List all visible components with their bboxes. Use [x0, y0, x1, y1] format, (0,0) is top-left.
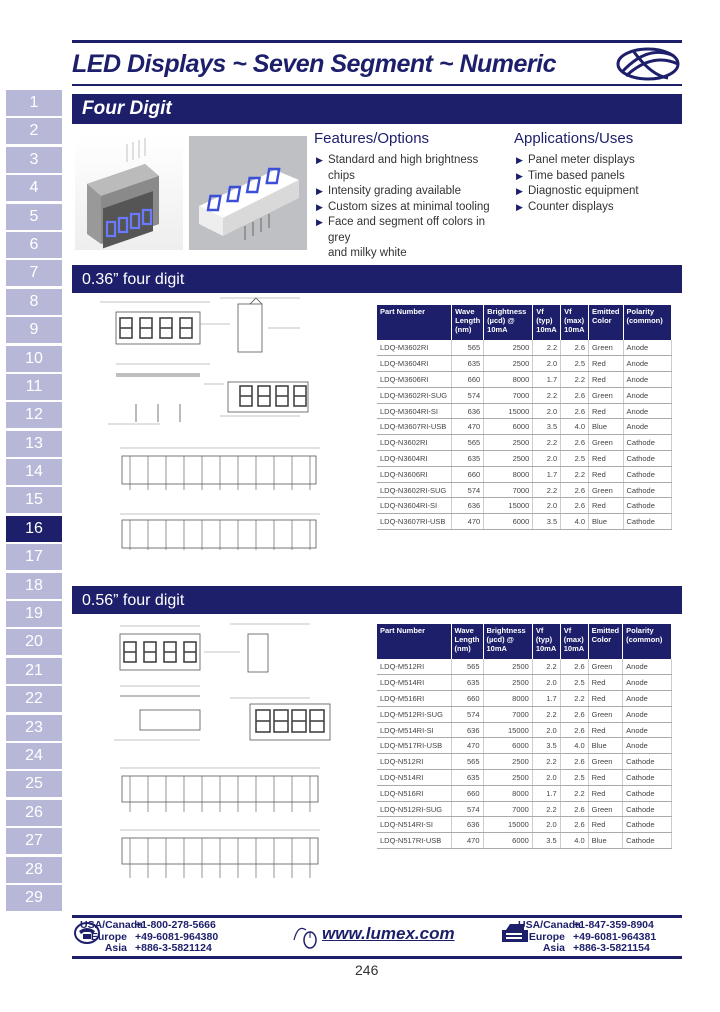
table-cell: 2.2 — [560, 691, 588, 707]
contact-phone: +1-847-359-8904 — [573, 919, 654, 931]
table-cell: Cathode — [623, 466, 671, 482]
dimension-diagram-056 — [100, 616, 340, 906]
section-tab-2[interactable]: 2 — [6, 118, 62, 144]
column-header: Wave Length (nm) — [452, 305, 484, 340]
section-tab-7[interactable]: 7 — [6, 260, 62, 286]
table-cell: 1.7 — [532, 785, 560, 801]
table-cell: LDQ-M3602RI-SUG — [377, 387, 452, 403]
table-cell: Anode — [623, 722, 672, 738]
table-cell: 2.0 — [533, 356, 561, 372]
table-cell: Green — [589, 340, 624, 356]
section-tab-14[interactable]: 14 — [6, 459, 62, 485]
table-cell: 636 — [452, 498, 484, 514]
display-photo-white — [189, 136, 307, 250]
table-cell: 636 — [451, 817, 483, 833]
table-cell: Anode — [623, 356, 671, 372]
table-cell: LDQ-N512RI-SUG — [377, 801, 451, 817]
table-cell: 2500 — [484, 451, 533, 467]
table-cell: 1.7 — [532, 691, 560, 707]
table-cell: 2.0 — [532, 770, 560, 786]
section-tab-27[interactable]: 27 — [6, 828, 62, 854]
column-header: Polarity (common) — [623, 305, 671, 340]
footer-rule-bottom — [72, 956, 682, 959]
table-row — [377, 675, 672, 691]
table-cell: LDQ-M3602RI — [377, 340, 452, 356]
table-cell: 2.0 — [533, 498, 561, 514]
table-row — [377, 403, 672, 419]
globe-logo-icon — [612, 46, 682, 82]
table-row — [377, 387, 672, 403]
applications-heading: Applications/Uses — [514, 130, 634, 147]
mouse-icon — [290, 920, 320, 950]
column-header: Brightness (µcd) @ 10mA — [484, 305, 533, 340]
section-tab-6[interactable]: 6 — [6, 232, 62, 258]
table-cell: Blue — [589, 419, 624, 435]
table-cell: Red — [589, 403, 624, 419]
table-cell: LDQ-M512RI — [377, 659, 451, 675]
table-cell: 660 — [452, 372, 484, 388]
section-tab-11[interactable]: 11 — [6, 374, 62, 400]
section-tabs — [6, 90, 62, 913]
table-cell: Cathode — [623, 785, 672, 801]
website-link[interactable]: www.lumex.com — [322, 924, 455, 943]
table-cell: 2.6 — [560, 722, 588, 738]
title-rule-bottom — [72, 84, 682, 86]
table-cell: 2.2 — [532, 754, 560, 770]
contact-row — [518, 943, 656, 955]
table-cell: LDQ-M3604RI-SI — [377, 403, 452, 419]
table-row — [377, 498, 672, 514]
table-row — [377, 482, 672, 498]
column-header: Vf (max) 10mA — [561, 305, 589, 340]
table-cell: 2500 — [483, 754, 532, 770]
table-cell: 636 — [452, 403, 484, 419]
table-cell: 2.0 — [532, 722, 560, 738]
table-cell: Cathode — [623, 514, 671, 530]
table-cell: 2500 — [484, 356, 533, 372]
contact-row — [80, 920, 218, 932]
section-tab-1[interactable]: 1 — [6, 90, 62, 116]
table-cell: 2.2 — [560, 785, 588, 801]
table-cell: 15000 — [484, 498, 533, 514]
table-cell: 2500 — [484, 340, 533, 356]
contact-row — [518, 920, 656, 932]
table-cell: LDQ-M3606RI — [377, 372, 452, 388]
section-tab-23[interactable]: 23 — [6, 715, 62, 741]
section-tab-5[interactable]: 5 — [6, 204, 62, 230]
table-cell: Anode — [623, 691, 672, 707]
table-cell: 6000 — [484, 514, 533, 530]
table-row — [377, 801, 672, 817]
feature-item: and milky white — [328, 247, 407, 259]
feature-item: ▶ Custom sizes at minimal tooling — [316, 200, 496, 216]
table-cell: 574 — [451, 801, 483, 817]
table-cell: 2.6 — [561, 340, 589, 356]
contact-phone: +49-6081-964380 — [135, 930, 219, 943]
table-cell: 635 — [452, 451, 484, 467]
table-cell: 660 — [452, 466, 484, 482]
table-cell: Anode — [623, 738, 672, 754]
table-cell: 2.6 — [560, 754, 588, 770]
table-row — [377, 706, 672, 722]
table-cell: 574 — [452, 387, 484, 403]
contact-phone: +886-3-5821154 — [573, 942, 650, 954]
table-cell: 565 — [451, 659, 483, 675]
table-cell: 2.0 — [532, 817, 560, 833]
table-cell: 15000 — [484, 403, 533, 419]
section-tab-22[interactable]: 22 — [6, 686, 62, 712]
table-row — [377, 691, 672, 707]
section-tab-28[interactable]: 28 — [6, 857, 62, 883]
table-cell: LDQ-N514RI-SI — [377, 817, 451, 833]
table-cell: 1.7 — [533, 466, 561, 482]
table-cell: Cathode — [623, 770, 672, 786]
contact-region: USA/Canada — [80, 919, 144, 931]
table-cell: Anode — [623, 387, 671, 403]
table-cell: Blue — [589, 514, 624, 530]
section-tab-21[interactable]: 21 — [6, 658, 62, 684]
table-cell: 6000 — [483, 833, 532, 849]
table-cell: Anode — [623, 419, 671, 435]
table-cell: 2500 — [483, 770, 532, 786]
table-cell: LDQ-M516RI — [377, 691, 451, 707]
table-cell: 660 — [451, 691, 483, 707]
table-cell: 2.5 — [561, 356, 589, 372]
table-cell: 574 — [451, 706, 483, 722]
page-number: 246 — [355, 962, 379, 978]
column-header: Vf (max) 10mA — [560, 624, 588, 659]
table-cell: 15000 — [483, 817, 532, 833]
application-item: ▶ Counter displays — [516, 200, 676, 216]
features-list — [316, 153, 496, 262]
table-row — [377, 356, 672, 372]
section-tab-24[interactable]: 24 — [6, 743, 62, 769]
table-cell: 574 — [452, 482, 484, 498]
table-cell: Cathode — [623, 435, 671, 451]
table-cell: 2.0 — [533, 451, 561, 467]
table-cell: LDQ-N514RI — [377, 770, 451, 786]
section-tab-3[interactable]: 3 — [6, 147, 62, 173]
table-cell: 635 — [452, 356, 484, 372]
table-cell: Red — [588, 675, 623, 691]
table-cell: 2500 — [484, 435, 533, 451]
table-cell: 2.5 — [561, 451, 589, 467]
table-cell: 15000 — [483, 722, 532, 738]
table-cell: Green — [588, 754, 623, 770]
table-cell: LDQ-N516RI — [377, 785, 451, 801]
title-rule — [72, 40, 682, 43]
table-cell: 470 — [451, 833, 483, 849]
table-row — [377, 466, 672, 482]
table-cell: 635 — [451, 675, 483, 691]
table-cell: Green — [588, 801, 623, 817]
table-cell: 6000 — [483, 738, 532, 754]
table-cell: Cathode — [623, 451, 671, 467]
dimension-diagram-036 — [100, 294, 340, 550]
applications-list — [516, 153, 676, 215]
table-cell: 2.6 — [560, 706, 588, 722]
section-tab-4[interactable]: 4 — [6, 175, 62, 201]
table-cell: 2.2 — [533, 387, 561, 403]
table-cell: 8000 — [484, 466, 533, 482]
table-cell: 565 — [451, 754, 483, 770]
application-item: ▶ Panel meter displays — [516, 153, 676, 169]
table-cell: Cathode — [623, 482, 671, 498]
column-header: Wave Length (nm) — [451, 624, 483, 659]
table-cell: Anode — [623, 675, 672, 691]
table-cell: 4.0 — [561, 419, 589, 435]
section-tab-8[interactable]: 8 — [6, 289, 62, 315]
table-cell: 2.2 — [532, 801, 560, 817]
subsection-title-036: 0.36” four digit — [72, 265, 682, 293]
table-cell: LDQ-M517RI-USB — [377, 738, 451, 754]
table-row — [377, 514, 672, 530]
table-cell: 2.2 — [561, 466, 589, 482]
contact-row — [80, 943, 218, 955]
table-cell: LDQ-N517RI-USB — [377, 833, 451, 849]
table-cell: Green — [589, 482, 624, 498]
section-tab-13[interactable]: 13 — [6, 431, 62, 457]
table-row — [377, 451, 672, 467]
table-cell: 2.2 — [533, 435, 561, 451]
table-cell: 2.2 — [532, 706, 560, 722]
contact-region: USA/Canada — [518, 919, 582, 931]
table-cell: Green — [589, 387, 624, 403]
table-cell: 2.6 — [560, 801, 588, 817]
contact-phone: +886-3-5821124 — [135, 942, 212, 954]
table-cell: 2.0 — [532, 675, 560, 691]
table-cell: LDQ-N3606RI — [377, 466, 452, 482]
table-cell: Red — [589, 466, 624, 482]
table-cell: LDQ-N3604RI — [377, 451, 452, 467]
column-header: Polarity (common) — [623, 624, 672, 659]
table-row — [377, 722, 672, 738]
application-item: ▶ Diagnostic equipment — [516, 184, 676, 200]
table-cell: 470 — [452, 419, 484, 435]
table-cell: Cathode — [623, 817, 672, 833]
contact-region: Asia — [104, 942, 127, 954]
table-cell: Anode — [623, 372, 671, 388]
table-cell: Blue — [588, 833, 623, 849]
table-cell: Red — [588, 785, 623, 801]
page-title: LED Displays ~ Seven Segment ~ Numeric — [72, 50, 556, 78]
table-cell: 8000 — [484, 372, 533, 388]
table-cell: 4.0 — [560, 833, 588, 849]
contact-region: Europe — [90, 930, 127, 943]
table-cell: Anode — [623, 706, 672, 722]
table-cell: 7000 — [484, 482, 533, 498]
column-header: Brightness (µcd) @ 10mA — [483, 624, 532, 659]
table-cell: 7000 — [483, 706, 532, 722]
table-cell: Red — [588, 770, 623, 786]
table-cell: LDQ-M3607RI-USB — [377, 419, 452, 435]
contact-phone: +1-800-278-5666 — [135, 919, 216, 931]
section-tab-20[interactable]: 20 — [6, 629, 62, 655]
spec-table-036 — [377, 305, 672, 530]
table-cell: 2.2 — [532, 659, 560, 675]
table-cell: LDQ-N3607RI-USB — [377, 514, 452, 530]
table-cell: 565 — [452, 340, 484, 356]
table-cell: 7000 — [484, 387, 533, 403]
table-row — [377, 785, 672, 801]
table-cell: Green — [588, 706, 623, 722]
table-cell: Cathode — [623, 833, 672, 849]
table-cell: 4.0 — [561, 514, 589, 530]
table-cell: 2.2 — [533, 340, 561, 356]
table-cell: 2.6 — [561, 498, 589, 514]
table-cell: 470 — [452, 514, 484, 530]
table-cell: LDQ-M3604RI — [377, 356, 452, 372]
section-tab-17[interactable]: 17 — [6, 544, 62, 570]
column-header: Part Number — [377, 305, 452, 340]
table-cell: LDQ-N3602RI — [377, 435, 452, 451]
table-cell: 2.6 — [561, 482, 589, 498]
table-cell: Anode — [623, 403, 671, 419]
section-tab-9[interactable]: 9 — [6, 317, 62, 343]
table-cell: LDQ-M514RI — [377, 675, 451, 691]
table-cell: 2.0 — [533, 403, 561, 419]
table-cell: 660 — [451, 785, 483, 801]
table-cell: LDQ-N512RI — [377, 754, 451, 770]
display-photo-grey — [75, 136, 183, 250]
table-cell: 8000 — [483, 785, 532, 801]
section-tab-10[interactable]: 10 — [6, 346, 62, 372]
section-tab-15[interactable]: 15 — [6, 487, 62, 513]
table-cell: 1.7 — [533, 372, 561, 388]
feature-item: ▶ Face and segment off colors in grey — [316, 215, 496, 246]
table-cell: 6000 — [484, 419, 533, 435]
table-cell: 470 — [451, 738, 483, 754]
table-cell: 4.0 — [560, 738, 588, 754]
contact-right — [518, 920, 656, 955]
column-header: Part Number — [377, 624, 451, 659]
section-tab-12[interactable]: 12 — [6, 402, 62, 428]
table-cell: Cathode — [623, 801, 672, 817]
table-cell: 3.5 — [533, 514, 561, 530]
section-tab-26[interactable]: 26 — [6, 800, 62, 826]
table-cell: 2.6 — [561, 403, 589, 419]
table-row — [377, 738, 672, 754]
table-cell: 3.5 — [532, 738, 560, 754]
table-cell: 2.6 — [561, 435, 589, 451]
table-cell: 2500 — [483, 659, 532, 675]
table-cell: 636 — [451, 722, 483, 738]
table-row — [377, 372, 672, 388]
contact-region: Europe — [528, 930, 565, 943]
contact-left — [80, 920, 218, 955]
features-heading: Features/Options — [314, 130, 430, 147]
spec-table-056 — [377, 624, 672, 849]
table-cell: 2.5 — [560, 770, 588, 786]
table-cell: 565 — [452, 435, 484, 451]
section-tab-25[interactable]: 25 — [6, 771, 62, 797]
subsection-title-056: 0.56” four digit — [72, 586, 682, 614]
table-cell: Anode — [623, 659, 672, 675]
section-title: Four Digit — [72, 94, 682, 124]
column-header: Emitted Color — [588, 624, 623, 659]
feature-item: ▶ Intensity grading available — [316, 184, 496, 200]
table-cell: 2.5 — [560, 675, 588, 691]
table-cell: 2.2 — [533, 482, 561, 498]
table-cell: Green — [589, 435, 624, 451]
table-row — [377, 770, 672, 786]
table-cell: 2.6 — [560, 817, 588, 833]
column-header: Emitted Color — [589, 305, 624, 340]
section-tab-19[interactable]: 19 — [6, 601, 62, 627]
table-cell: 2.6 — [561, 387, 589, 403]
table-cell: Red — [588, 722, 623, 738]
footer-rule-top — [72, 915, 682, 918]
table-row — [377, 419, 672, 435]
table-cell: Red — [589, 498, 624, 514]
table-cell: Red — [588, 817, 623, 833]
table-row — [377, 435, 672, 451]
contact-region: Asia — [542, 942, 565, 954]
table-cell: Cathode — [623, 498, 671, 514]
table-cell: 3.5 — [532, 833, 560, 849]
table-row — [377, 833, 672, 849]
section-tab-18[interactable]: 18 — [6, 573, 62, 599]
table-cell: Green — [588, 659, 623, 675]
table-row — [377, 340, 672, 356]
section-tab-29[interactable]: 29 — [6, 885, 62, 911]
table-cell: Anode — [623, 340, 671, 356]
table-cell: Red — [589, 451, 624, 467]
table-cell: Red — [588, 691, 623, 707]
table-cell: Cathode — [623, 754, 672, 770]
section-tab-16[interactable]: 16 — [6, 516, 62, 542]
column-header: Vf (typ) 10mA — [533, 305, 561, 340]
table-cell: Blue — [588, 738, 623, 754]
table-row — [377, 659, 672, 675]
table-cell: LDQ-M514RI-SI — [377, 722, 451, 738]
table-cell: 2.2 — [561, 372, 589, 388]
table-cell: 2500 — [483, 675, 532, 691]
table-cell: LDQ-M512RI-SUG — [377, 706, 451, 722]
feature-item: ▶ Standard and high brightness chips — [316, 153, 496, 184]
table-cell: 8000 — [483, 691, 532, 707]
column-header: Vf (typ) 10mA — [532, 624, 560, 659]
table-cell: 635 — [451, 770, 483, 786]
table-cell: 7000 — [483, 801, 532, 817]
table-cell: Red — [589, 356, 624, 372]
contact-phone: +49-6081-964381 — [573, 930, 657, 943]
table-row — [377, 817, 672, 833]
table-cell: LDQ-N3602RI-SUG — [377, 482, 452, 498]
table-row — [377, 754, 672, 770]
table-cell: Red — [589, 372, 624, 388]
table-cell: 2.6 — [560, 659, 588, 675]
table-cell: LDQ-N3604RI-SI — [377, 498, 452, 514]
application-item: ▶ Time based panels — [516, 169, 676, 185]
table-cell: 3.5 — [533, 419, 561, 435]
